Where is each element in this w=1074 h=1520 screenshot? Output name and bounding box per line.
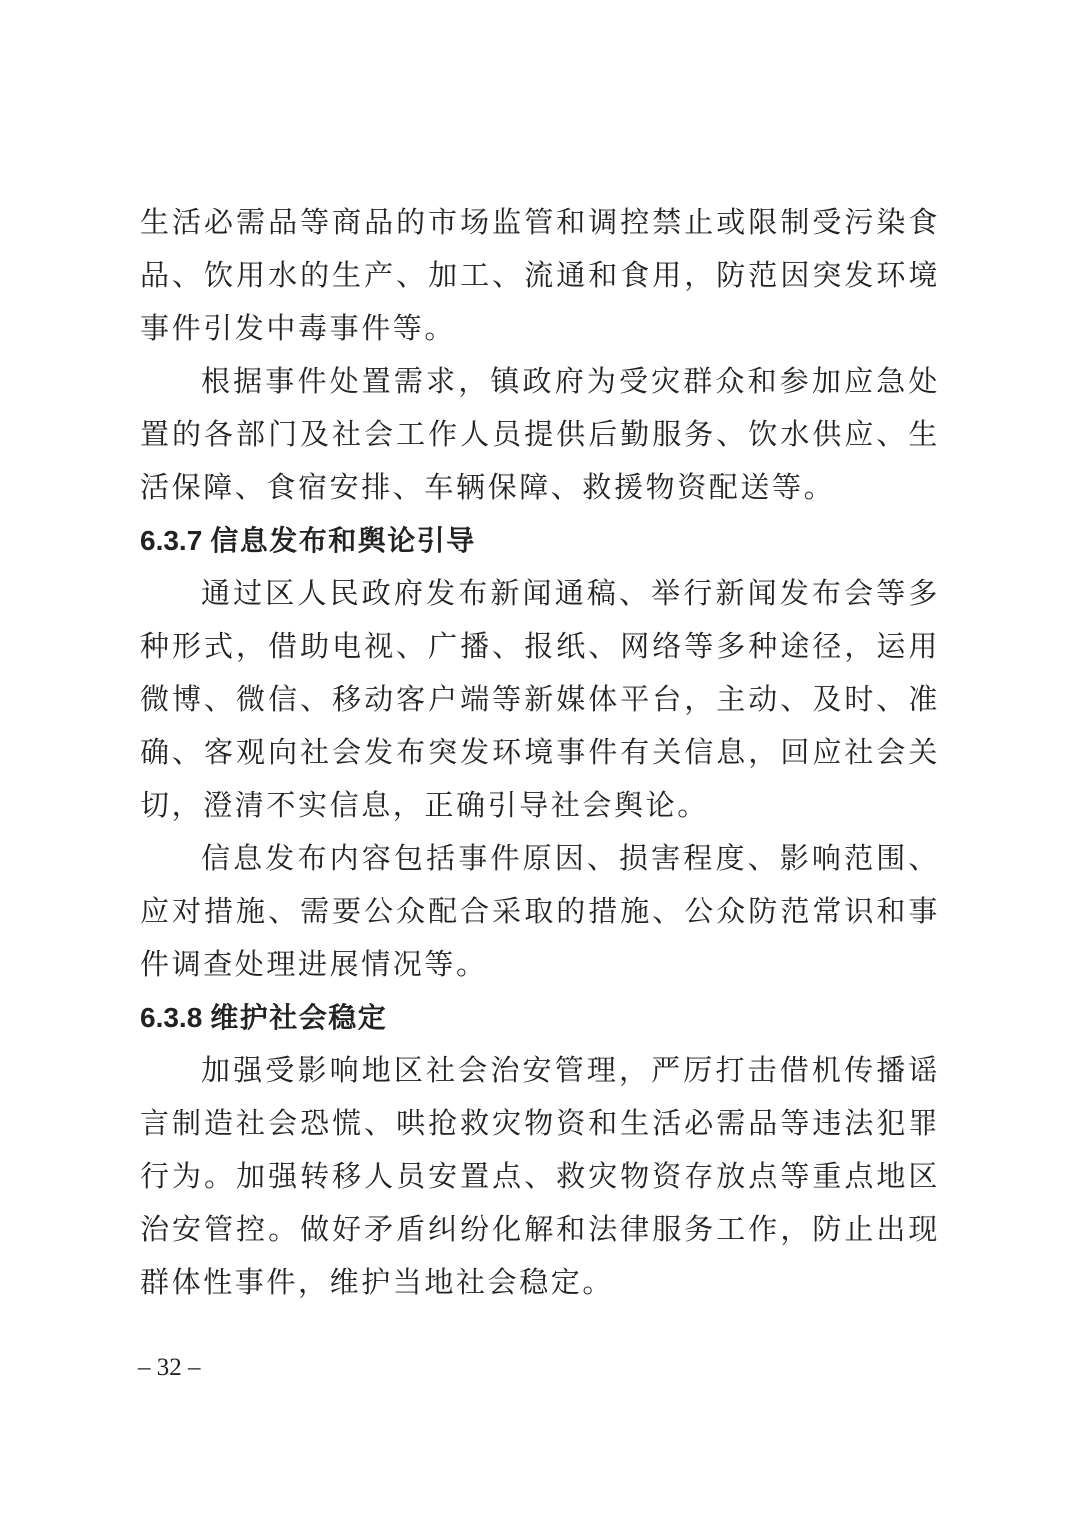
document-body: [140, 196, 940, 1309]
section-heading-6-3-7: [140, 514, 940, 567]
paragraph-social-stability: 加强受影响地区社会治安管理，严厉打击借机传播谣言制造社会恐慌、哄抢救灾物资和生活必需品等违法犯罪行为。加强转移人员安置点、救灾物资存放点等重点地区治安管控。做好矛盾纠纷化解和法律服务工作，防止出现群体性事件，维护当地社会稳定。: [140, 1053, 940, 1299]
section-title: 信息发布和舆论引导: [210, 524, 476, 557]
page-number: – 32 –: [138, 1354, 201, 1381]
section-heading-6-3-8: [140, 991, 940, 1044]
paragraph-information-release: 通过区人民政府发布新闻通稿、举行新闻发布会等多种形式，借助电视、广播、报纸、网络等多种途径，运用微博、微信、移动客户端等新媒体平台，主动、及时、准确、客观向社会发布突发环境事件有关信息，回应社会关切，澄清不实信息，正确引导社会舆论。: [140, 576, 940, 822]
paragraph-supply-regulation: 生活必需品等商品的市场监管和调控禁止或限制受污染食品、饮用水的生产、加工、流通和食用，防范因突发环境事件引发中毒事件等。: [140, 205, 940, 345]
section-number: 6.3.8: [140, 1002, 203, 1033]
paragraph-logistics-support: 根据事件处置需求，镇政府为受灾群众和参加应急处置的各部门及社会工作人员提供后勤服务、饮水供应、生活保障、食宿安排、车辆保障、救援物资配送等。: [140, 364, 940, 504]
section-number: 6.3.7: [140, 525, 203, 556]
section-title: 维护社会稳定: [210, 1001, 388, 1034]
paragraph-release-content: 信息发布内容包括事件原因、损害程度、影响范围、应对措施、需要公众配合采取的措施、公众防范常识和事件调查处理进展情况等。: [140, 841, 940, 981]
